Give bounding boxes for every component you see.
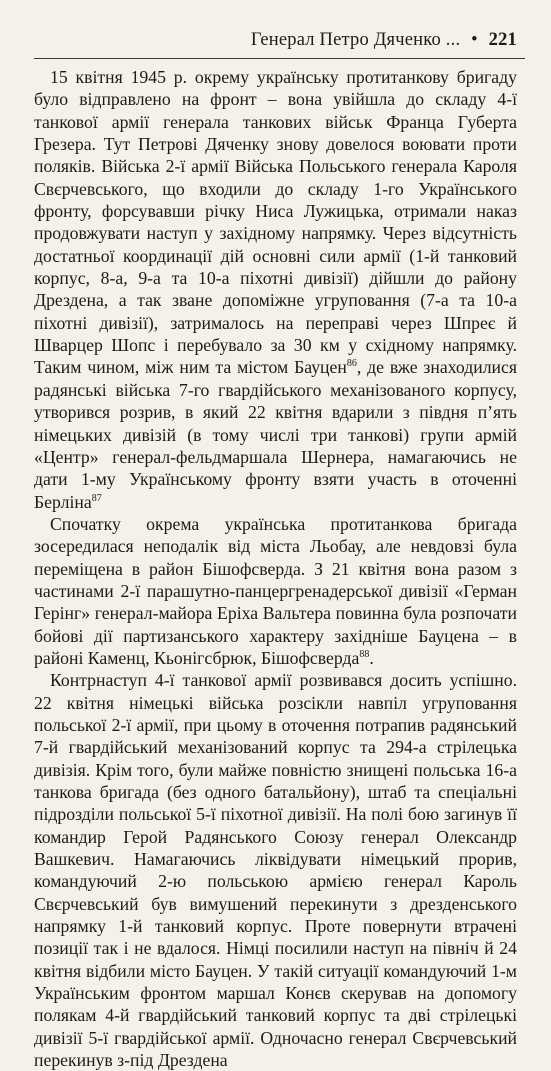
footnote-ref-86: 86 bbox=[346, 358, 357, 370]
paragraph-3 bbox=[34, 669, 517, 1071]
header-divider bbox=[34, 58, 525, 59]
paragraph-1 bbox=[34, 66, 517, 513]
paragraph-2 bbox=[34, 513, 517, 669]
header-bullet: • bbox=[471, 30, 478, 50]
page-number: 221 bbox=[488, 30, 517, 50]
footnote-ref-88: 88 bbox=[359, 649, 370, 661]
running-header bbox=[0, 30, 517, 51]
paragraph-text: Спочатку окрема українська протитанкова бригада зосередилася неподалік від міста Льобау, але невдовзі була переміщена в район Бішофсверда. З 21 квітня вона разом з частинами 2-ї парашутно-панцергренадерської дивізії «Герман Герінг» генерал-майора Еріха Вальтера повинна була розпочати бойові дії партизанського характеру західніше Бауцена – в районі Каменц, Кьонігсбрюк, Бішофсверда bbox=[34, 513, 517, 668]
paragraph-text: 15 квітня 1945 р. окрему українську протитанкову бригаду було відправлено на фронт – вона увійшла до складу 4-ї танкової армії генерала танкових військ Франца Губерта Грезера. Тут Петрові Дяченку знову довелося воювати проти поляків. Війська 2-ї армії Війська Польського генерала Кароля Свєрчевського, що входили до складу 1-го Українського фронту, форсувавши річку Ниса Лужицька, отримали наказ продовжувати наступ у західному напрямку. Через відсутність достатньої координації дій основні сили армії (1-й танковий корпус, 8-а, 9-а та 10-а піхотні дивізії) дійшли до району Дрездена, а так зване допоміжне угруповання (7-а та 10-а піхотні дивізії), затрималось на переправі через Шпреє й Шварцер Шопс і перебувало за 30 км у східному напрямку. Таким чином, між ним та містом Бауцен bbox=[34, 67, 517, 378]
paragraph-text: , де вже знаходилися радянські війська 7-го гвардійського механізованого корпусу, утворився розрив, в який 22 квітня вдарили з півдня п’ять німецьких дивізій (в тому числі три танкові) групи армій «Центр» генерал-фельдмаршала Шернера, намагаючись не дати 1-му Українському фронту взяти участь в оточенні Берліна bbox=[34, 357, 517, 512]
page-body bbox=[34, 66, 517, 1071]
paragraph-text: Контрнаступ 4-ї танкової армії розвивався досить успішно. 22 квітня німецькі війська розсікли навпіл угруповання польської 2-ї армії, при цьому в оточення потрапив радянський 7-й гвардійський механізований корпус та 294-а стрілецька дивізія. Крім того, були майже повністю знищені польська 16-а танкова бригада (без одного батальйону), штаб та спеціальні підрозділи польської 5-ї піхотної дивізії. На полі бою загинув її командир Герой Радянського Союзу генерал Олександр Вашкевич. Намагаючись ліквідувати німецький прорив, командуючий 2-ю польською армією генерал Кароль Свєрчевський був вимушений перекинути з дрезденського напрямку 1-й танковий корпус. Проте повернути втрачені позиції так і не вдалося. Німці посилили наступ на північ й 24 квітня відбили місто Бауцен. У такій ситуації командуючий 1-м Українським фронтом маршал Конєв скерував на допомогу полякам 4-й гвардійський танковий корпус та дві стрілецькі дивізії 5-ї гвардійської армії. Одночасно генерал Свєрчевський перекинув з-під Дрездена bbox=[34, 670, 517, 1071]
running-title: Генерал Петро Дяченко ... bbox=[250, 30, 461, 50]
paragraph-text: . bbox=[369, 647, 374, 668]
footnote-ref-87: 87 bbox=[91, 492, 102, 504]
